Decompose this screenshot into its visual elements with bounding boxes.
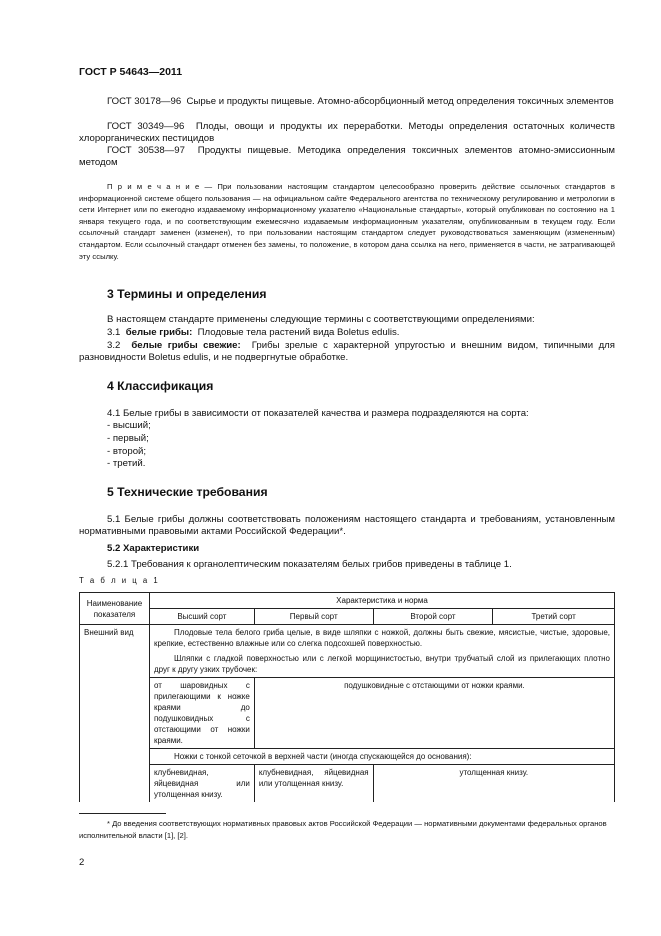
section-heading: 4 Классификация [107,379,214,393]
term-definition [79,327,615,339]
footnote-divider [79,813,166,814]
paragraph: 5.2.1 Требования к органолептическим показателям белых грибов приведены в таблице 1. [107,559,512,570]
table-cell: Плодовые тела белого гриба целые, в виде шляпки с ножкой, должны быть свежие, мясистые, чистые, здоровые, крепкие, естественно влажные или со слегка подсохшей поверхностью. [149,625,614,652]
table-header-row [80,609,615,625]
note-paragraph [79,181,615,262]
term-number: 3.1 [107,327,121,338]
table-cell: от шаровидных с прилегающими к ножке краями до подушковидных с отстающими от ножки краями. [149,678,254,749]
section-heading: 5 Технические требования [107,485,268,499]
section-intro: В настоящем стандарте применены следующие термины с соответствующими определениями: [107,314,535,325]
term-name: белые грибы: [125,327,193,338]
table-row [80,651,615,678]
column-group-header: Характеристика и норма [149,593,614,609]
table-row [80,749,615,765]
reference-title: Продукты пищевые. Методика определения токсичных элементов атомно-эмиссионным методом [79,145,615,169]
table-cell: подушковидные с отстающими от ножки краями. [254,678,614,749]
column-header: Высший сорт [149,609,254,625]
paragraph: 5.1 Белые грибы должны соответствовать положениям настоящего стандарта и требованиям, установленным нормативными правовыми актами Российской Федерации*. [79,514,615,538]
table-row [80,765,615,803]
document-header: ГОСТ Р 54643—2011 [79,66,183,78]
reference-item [79,121,615,146]
term-text: Плодовые тела растений вида Boletus edulis. [197,327,400,338]
table-cell: клубневидная, яйцевидная или утолщенная книзу. [254,765,373,803]
column-header: Второй сорт [373,609,493,625]
reference-item [79,96,615,108]
reference-item [79,145,615,170]
list-item: - высший; [107,420,151,431]
section-intro: 4.1 Белые грибы в зависимости от показателей качества и размера подразделяются на сорта: [107,408,529,419]
column-header: Наименование показателя [80,593,150,625]
subsection-heading: 5.2 Характеристики [107,543,200,554]
reference-code: ГОСТ 30178—96 [107,96,182,107]
table-row [80,678,615,749]
footnote: * До введения соответствующих нормативных правовых актов Российской Федерации — нормативными документами федеральных органов исполнительной власти [1], [2]. [79,819,607,840]
term-name: белые грибы свежие: [131,340,241,351]
page-number: 2 [79,857,85,868]
table-cell: клубневидная, яйцевидная или утолщенная книзу. [149,765,254,803]
note-label: П р и м е ч а н и е [107,182,200,191]
list-item: - второй; [107,446,147,457]
characteristics-table [79,592,615,802]
term-text: Грибы зрелые с характерной упругостью и внешним видом, типичными для разновидности Boletus edulis, и не подвергнутые обработке. [79,340,615,364]
term-number: 3.2 [107,340,121,351]
section-heading: 3 Термины и определения [107,287,267,301]
column-header: Первый сорт [254,609,373,625]
reference-title: Сырье и продукты пищевые. Атомно-абсорбционный метод определения токсичных элементов [186,96,614,107]
reference-title: Плоды, овощи и продукты их переработки. Методы определения остаточных количеств хлорорганических пестицидов [79,121,616,145]
table-cell: утолщенная книзу. [373,765,614,803]
term-definition [79,340,615,365]
column-header: Третий сорт [493,609,615,625]
table-row [80,625,615,652]
note-text: — При пользовании настоящим стандартом целесообразно проверить действие ссылочных стандартов в информационной системе общего пользования — на официальном сайте Федерального агентства по техническому регулированию и метрологии в сети Интернет или по ежегодно издаваемому информационному указателю «Национальные стандарты», который опубликован по состоянию на 1 января текущего года, и по соответствующим ежемесячно издаваемым информационным указателям, опубликованным в текущем году. Если ссылочный стандарт заменен (изменен), то при пользовании настоящим стандартом следует руководствоваться заменяющим (измененным) стандартом. Если ссылочный стандарт отменен без замены, то положение, в котором дана ссылка на него, применяется в части, не затрагивающей эту ссылку. [79,182,615,261]
table-header-row [80,593,615,609]
list-item: - первый; [107,433,149,444]
list-item: - третий. [107,458,146,469]
row-label: Внешний вид [80,625,150,803]
table-cell: Ножки с тонкой сеточкой в верхней части (иногда спускающейся до основания): [149,749,614,765]
reference-code: ГОСТ 30349—96 [107,121,185,132]
table-label: Т а б л и ц а 1 [79,576,160,585]
table-cell: Шляпки с гладкой поверхностью или с легкой морщинистостью, внутри трубчатый слой из прилегающих плотно друг к другу узких трубочек: [149,651,614,678]
reference-code: ГОСТ 30538—97 [107,145,185,156]
